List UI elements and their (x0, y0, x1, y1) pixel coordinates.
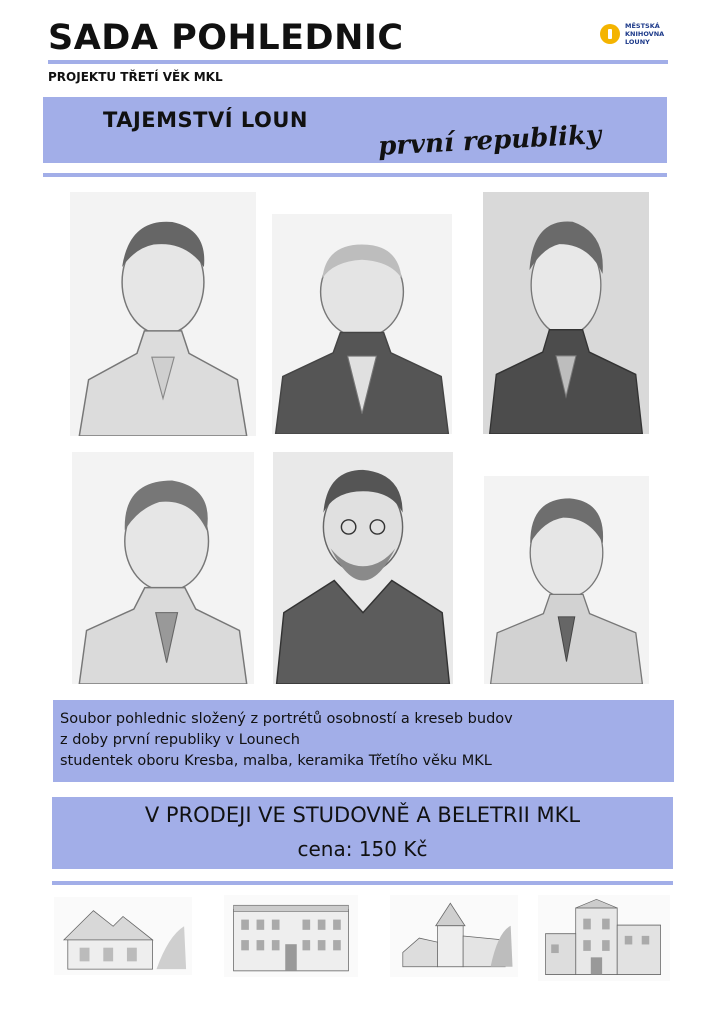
divider (52, 881, 673, 885)
page-title: SADA POHLEDNIC (48, 18, 404, 58)
price: cena: 150 Kč (297, 837, 428, 861)
building-sketch-2 (224, 895, 358, 977)
library-logo (600, 20, 710, 50)
building-sketch-1 (54, 897, 192, 975)
building-sketch-3 (390, 895, 518, 977)
portrait-5 (273, 452, 453, 684)
banner-title: TAJEMSTVÍ LOUN (103, 108, 308, 132)
lighthouse-icon (600, 24, 620, 44)
portrait-1 (70, 192, 256, 436)
logo-text: MĚSTSKÁ KNIHOVNA LOUNY (625, 22, 665, 46)
subtitle: PROJEKTU TŘETÍ VĚK MKL (48, 70, 223, 84)
portrait-3 (483, 192, 649, 434)
divider (48, 60, 668, 64)
building-sketch-4 (538, 895, 670, 981)
banner-script-subtitle: první republiky (377, 120, 602, 162)
sale-location: V PRODEJI VE STUDOVNĚ A BELETRII MKL (144, 803, 581, 827)
portrait-2 (272, 214, 452, 434)
description-text: Soubor pohlednic složený z portrétů osobností a kreseb budov z doby první republiky v Lounech studentek oboru Kresba, malba, keramika Třetího věku MKL (60, 711, 513, 769)
portrait-4 (72, 452, 254, 684)
portrait-6 (484, 476, 649, 684)
divider (43, 173, 667, 177)
